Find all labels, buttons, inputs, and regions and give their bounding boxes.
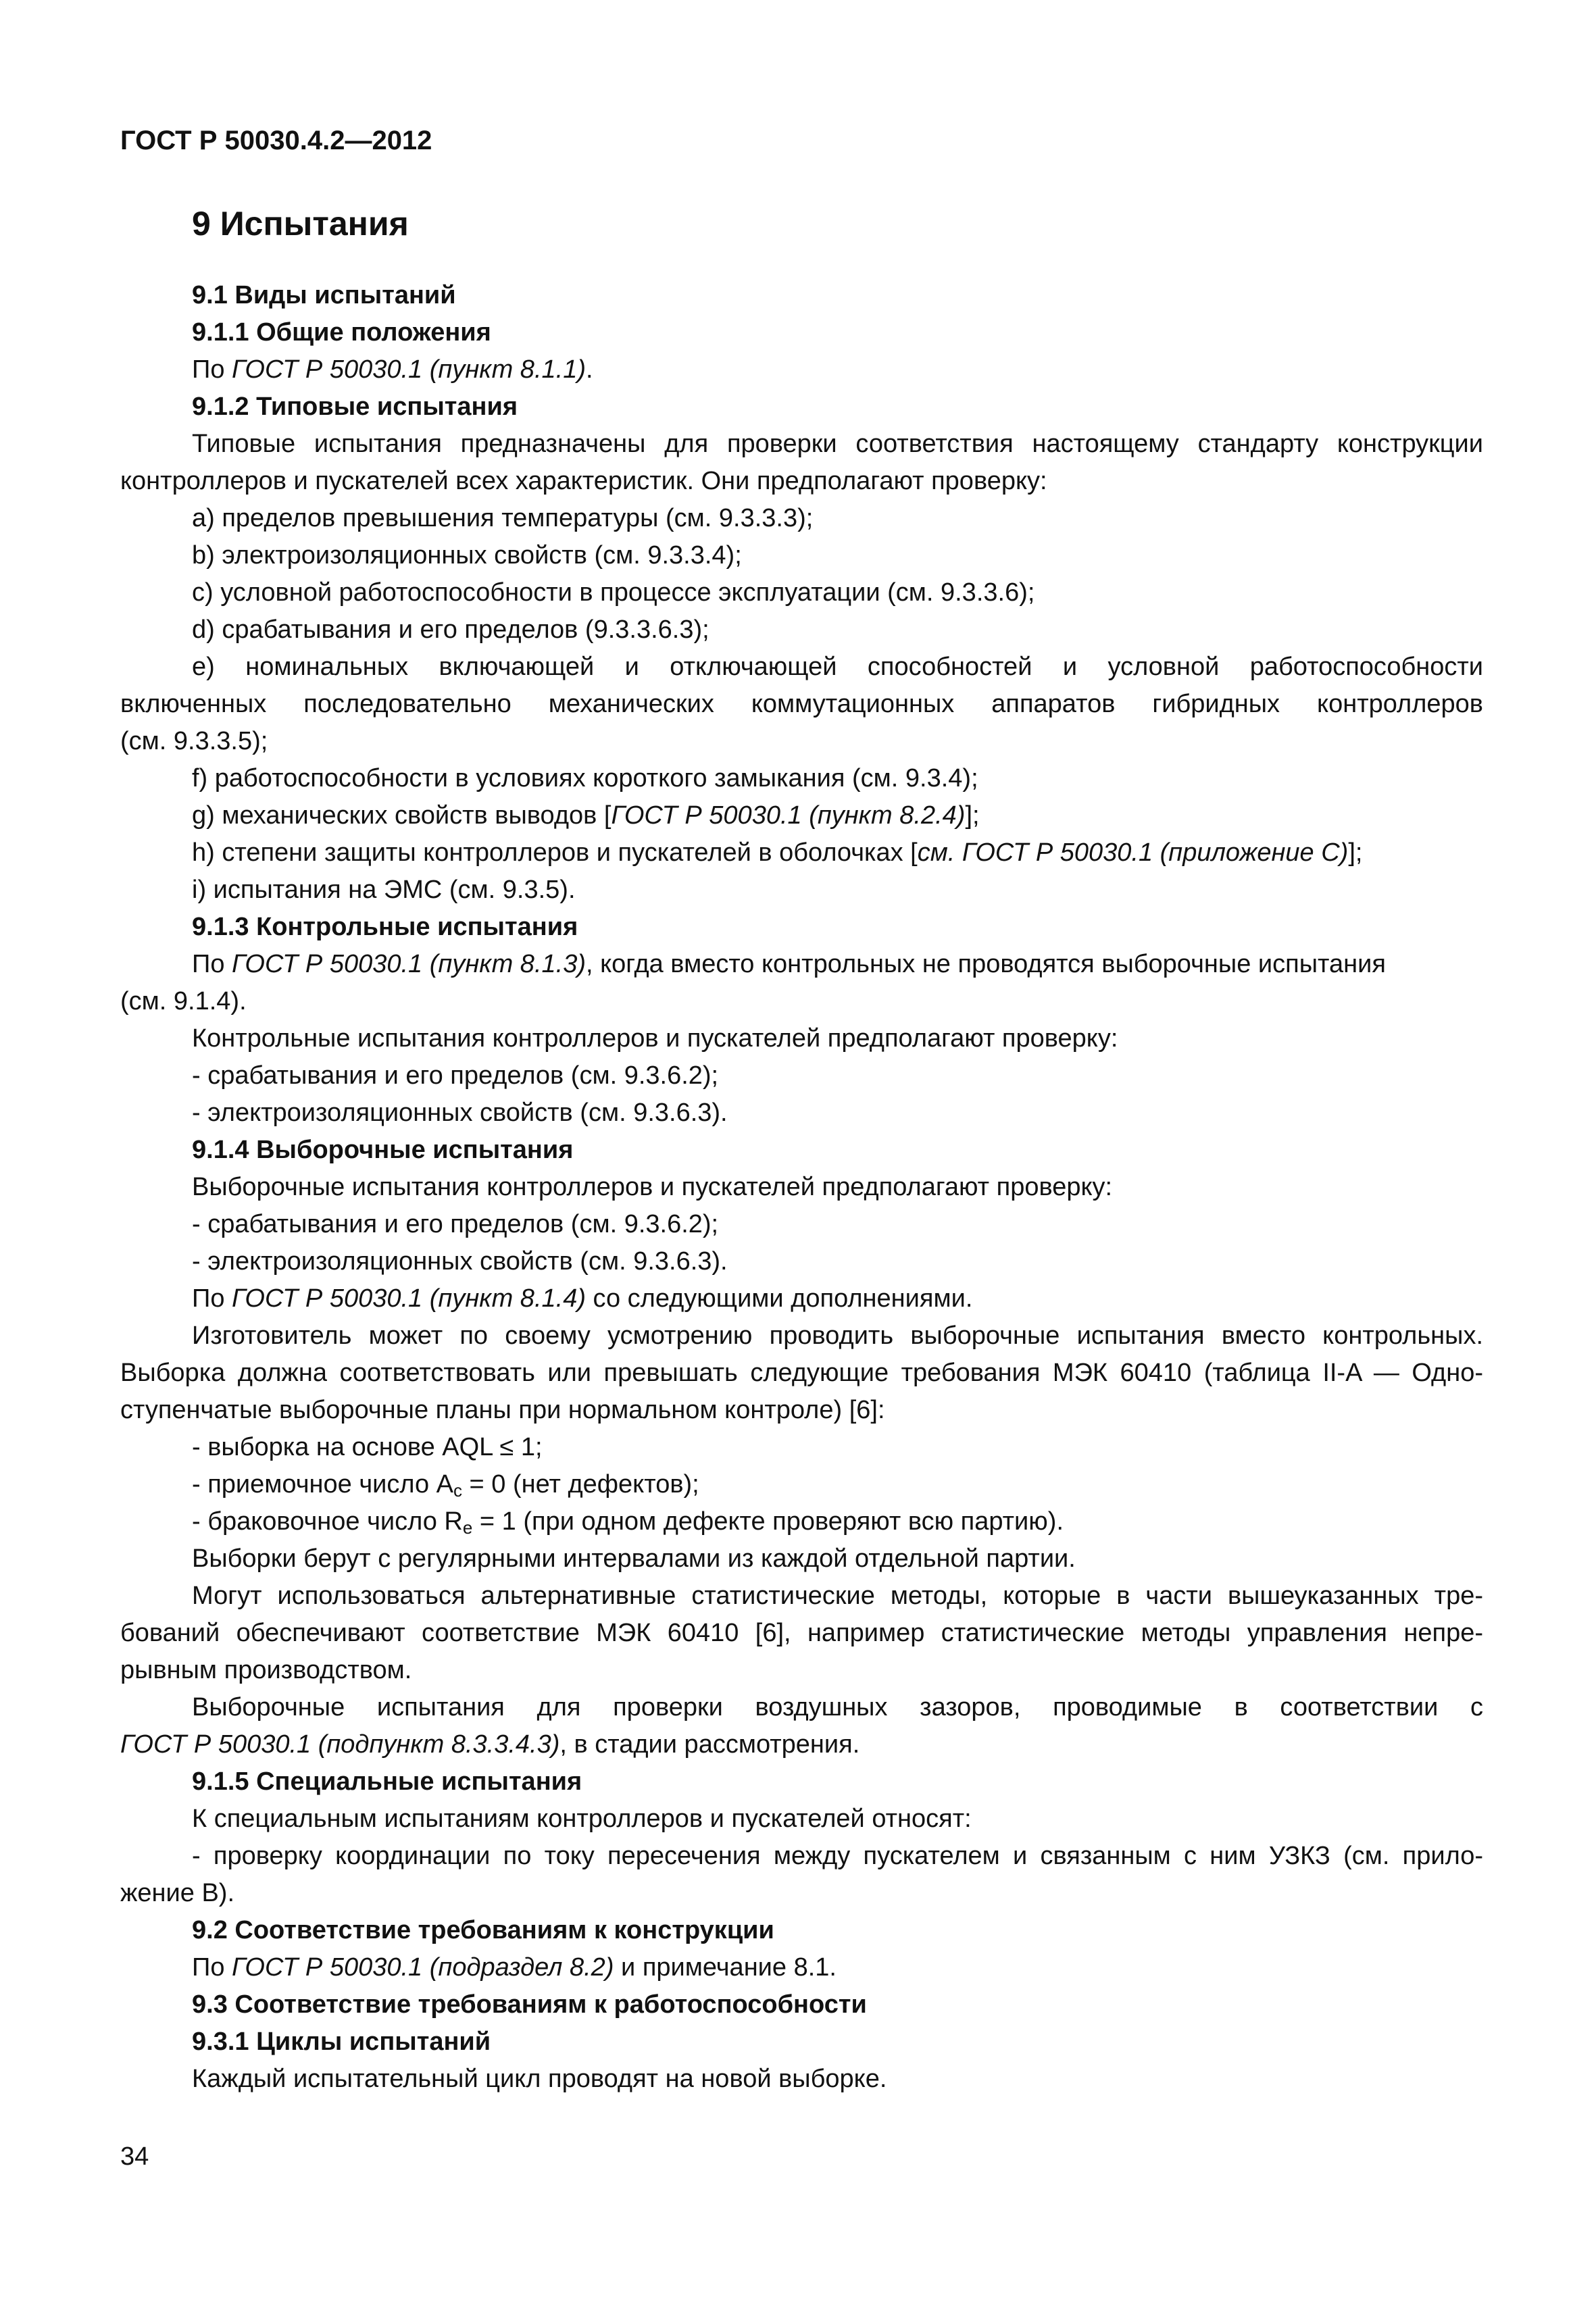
list-item: - электроизоляционных свойств (см. 9.3.6.3).	[192, 1099, 728, 1127]
list-item: - проверку координации по току пересечения между пускателем и связанным с ним УЗКЗ (см. прило-	[192, 1842, 1483, 1870]
paragraph-line: Изготовитель может по своему усмотрению проводить выборочные испытания вместо контрольных.	[192, 1322, 1483, 1350]
section-heading-9-2: 9.2 Соответствие требованиям к конструкции	[192, 1916, 774, 1944]
list-item-continuation: включенных последовательно механических коммутационных аппаратов гибридных контроллеров	[120, 690, 1483, 718]
section-heading-9-3-1: 9.3.1 Циклы испытаний	[192, 2028, 491, 2056]
standard-reference: ГОСТ Р 50030.1 (пункт 8.1.3)	[232, 950, 586, 978]
paragraph-line: ступенчатые выборочные планы при нормальном контроле) [6]:	[120, 1396, 885, 1424]
paragraph: По ГОСТ Р 50030.1 (пункт 8.1.4) со следующими дополнениями.	[192, 1284, 973, 1313]
list-item: a) пределов превышения температуры (см. 9.3.3.3);	[192, 504, 814, 532]
section-heading-9-3: 9.3 Соответствие требованиям к работоспособности	[192, 1990, 867, 2019]
paragraph: По ГОСТ Р 50030.1 (пункт 8.1.1).	[192, 355, 593, 384]
list-item: h) степени защиты контроллеров и пускателей в оболочках [см. ГОСТ Р 50030.1 (приложение С)];	[192, 838, 1363, 867]
list-item: - срабатывания и его пределов (см. 9.3.6.2);	[192, 1061, 719, 1090]
paragraph: Выборки берут с регулярными интервалами из каждой отдельной партии.	[192, 1544, 1076, 1573]
list-item: e) номинальных включающей и отключающей способностей и условной работоспособности	[192, 653, 1483, 681]
list-item: f) работоспособности в условиях короткого замыкания (см. 9.3.4);	[192, 764, 978, 793]
paragraph-line: Выборка должна соответствовать или превышать следующие требования МЭК 60410 (таблица II-A — Одно-	[120, 1359, 1483, 1387]
paragraph: Контрольные испытания контроллеров и пускателей предполагают проверку:	[192, 1024, 1118, 1053]
list-item: - приемочное число $A_c = 0$ (нет дефектов);	[192, 1470, 699, 1501]
standard-reference: см. ГОСТ Р 50030.1 (приложение С)	[917, 838, 1349, 867]
list-item-continuation: жение B).	[120, 1879, 235, 1907]
paragraph: По ГОСТ Р 50030.1 (подраздел 8.2) и примечание 8.1.	[192, 1953, 837, 1982]
section-heading-9-1: 9.1 Виды испытаний	[192, 281, 456, 309]
paragraph-line: Выборочные испытания для проверки воздушных зазоров, проводимые в соответствии с	[192, 1693, 1483, 1721]
paragraph-line: Могут использоваться альтернативные статистические методы, которые в части вышеуказанных тре-	[192, 1582, 1483, 1610]
chapter-title: 9 Испытания	[192, 205, 409, 243]
standard-reference: ГОСТ Р 50030.1 (подпункт 8.3.3.4.3)	[120, 1730, 560, 1759]
paragraph-line: (см. 9.1.4).	[120, 987, 247, 1015]
paragraph: К специальным испытаниям контроллеров и пускателей относят:	[192, 1805, 972, 1833]
list-item: - браковочное число $R_e = 1$ (при одном дефекте проверяют всю партию).	[192, 1507, 1064, 1538]
paragraph-line: По ГОСТ Р 50030.1 (пункт 8.1.3), когда вместо контрольных не проводятся выборочные испытания	[192, 950, 1386, 978]
list-item: d) срабатывания и его пределов (9.3.3.6.3);	[192, 615, 709, 644]
list-item: - выборка на основе AQL ≤ 1;	[192, 1433, 543, 1461]
section-heading-9-1-4: 9.1.4 Выборочные испытания	[192, 1136, 574, 1164]
section-heading-9-1-2: 9.1.2 Типовые испытания	[192, 393, 518, 421]
standard-reference: ГОСТ Р 50030.1 (подраздел 8.2)	[232, 1953, 614, 1982]
page-number: 34	[120, 2142, 149, 2171]
standard-reference: ГОСТ Р 50030.1 (пункт 8.2.4)	[611, 801, 966, 830]
list-item: - электроизоляционных свойств (см. 9.3.6.3).	[192, 1247, 728, 1276]
document-code: ГОСТ Р 50030.4.2—2012	[120, 126, 432, 155]
list-item: b) электроизоляционных свойств (см. 9.3.3.4);	[192, 541, 742, 570]
list-item: c) условной работоспособности в процессе эксплуатации (см. 9.3.3.6);	[192, 578, 1035, 607]
paragraph-line: Типовые испытания предназначены для проверки соответствия настоящему стандарту конструкции	[192, 430, 1483, 458]
list-item: i) испытания на ЭМС (см. 9.3.5).	[192, 876, 576, 904]
standard-reference: ГОСТ Р 50030.1 (пункт 8.1.1)	[232, 355, 586, 384]
section-heading-9-1-1: 9.1.1 Общие положения	[192, 318, 491, 347]
section-heading-9-1-5: 9.1.5 Специальные испытания	[192, 1767, 582, 1796]
standard-reference: ГОСТ Р 50030.1 (пункт 8.1.4)	[232, 1284, 586, 1313]
list-item: - срабатывания и его пределов (см. 9.3.6.2);	[192, 1210, 719, 1238]
paragraph-line: контроллеров и пускателей всех характеристик. Они предполагают проверку:	[120, 467, 1047, 495]
paragraph: Выборочные испытания контроллеров и пускателей предполагают проверку:	[192, 1173, 1113, 1201]
paragraph-line: бований обеспечивают соответствие МЭК 60410 [6], например статистические методы управления непре-	[120, 1619, 1483, 1647]
list-item: g) механических свойств выводов [ГОСТ Р 50030.1 (пункт 8.2.4)];	[192, 801, 980, 830]
list-item-continuation: (см. 9.3.3.5);	[120, 727, 268, 755]
document-body	[120, 277, 1483, 2098]
section-heading-9-1-3: 9.1.3 Контрольные испытания	[192, 913, 578, 941]
paragraph-line: ГОСТ Р 50030.1 (подпункт 8.3.3.4.3), в стадии рассмотрения.	[120, 1730, 860, 1759]
paragraph-line: рывным производством.	[120, 1656, 412, 1684]
paragraph: Каждый испытательный цикл проводят на новой выборке.	[192, 2065, 887, 2093]
